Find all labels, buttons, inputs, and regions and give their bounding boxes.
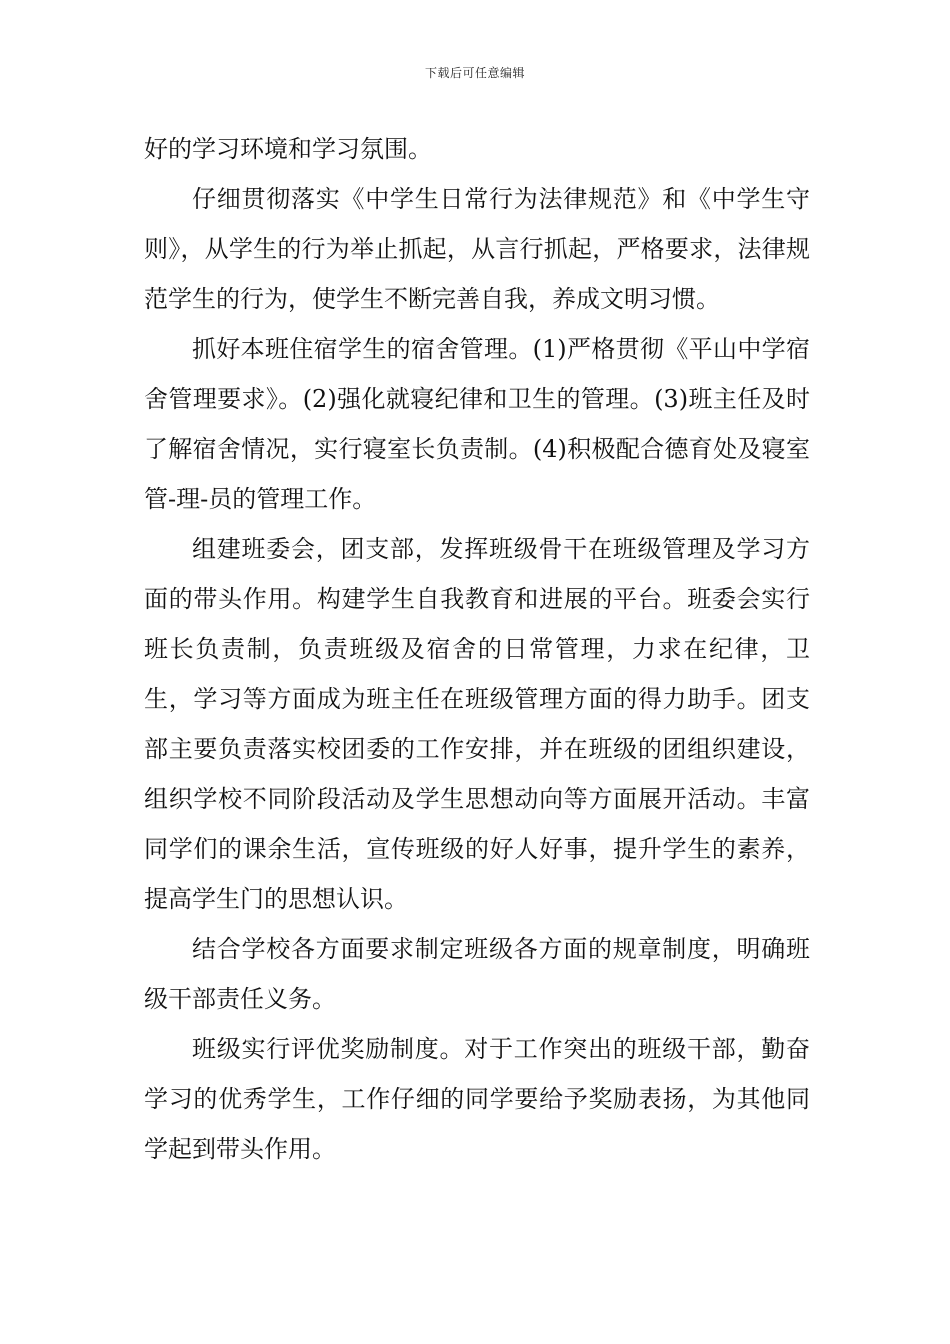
paragraph-class-rules: 结合学校各方面要求制定班级各方面的规章制度，明确班级干部责任义务。 bbox=[144, 935, 810, 1013]
paragraph-class-committee: 组建班委会，团支部，发挥班级骨干在班级管理及学习方面的带头作用。构建学生自我教育和进展的平台。班委会实行班长负责制，负责班级及宿舍的日常管理，力求在纪律，卫生，学习等方面成为班主任在班级管理方面的得力助手。团支部主要负责落实校团委的工作安排，并在班级的团组织建设，组织学校不同阶段活动及学生思想动向等方面展开活动。丰富同学们的课余生活，宣传班级的好人好事，提升学生的素养，提高学生门的思想认识。 bbox=[144, 535, 810, 913]
page-header: 下载后可任意编辑 bbox=[424, 66, 525, 80]
paragraph-dormitory-management: 抓好本班住宿学生的宿舍管理。(1)严格贯彻《平山中学宿舍管理要求》。(2)强化就寝纪律和卫生的管理。(3)班主任及时了解宿舍情况，实行寝室长负责制。(4)积极配合德育处及寝室管-理-员的管理工作。 bbox=[144, 335, 810, 513]
paragraph-code-of-conduct: 仔细贯彻落实《中学生日常行为法律规范》和《中学生守则》，从学生的行为举止抓起，从言行抓起，严格要求，法律规范学生的行为，使学生不断完善自我，养成文明习惯。 bbox=[144, 185, 810, 313]
paragraph-reward-system: 班级实行评优奖励制度。对于工作突出的班级干部，勤奋学习的优秀学生，工作仔细的同学要给予奖励表扬，为其他同学起到带头作用。 bbox=[144, 1035, 810, 1163]
paragraph-continuation: 好的学习环境和学习氛围。 bbox=[144, 135, 432, 163]
document-body bbox=[144, 124, 810, 1174]
